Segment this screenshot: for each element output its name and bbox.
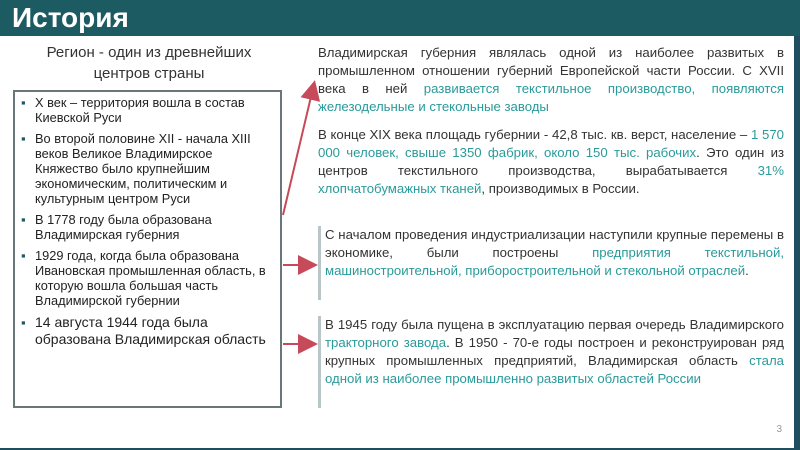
paragraph-industrialization (318, 226, 784, 300)
highlight-text: стала одной из наиболее промышленно развитых областей России (325, 353, 784, 386)
paragraph-gubernia (318, 44, 784, 116)
page-title: История (12, 2, 129, 33)
page-number: 3 (776, 424, 782, 435)
title-bar (0, 0, 800, 36)
text: В конце XIX века площадь губернии - 42,8 тыс. кв. верст, население – (318, 127, 751, 142)
list-item: ▪ 1929 года, когда была образована Ивановская промышленная область, в которую вошла большая часть Владимирской губернии (35, 248, 274, 308)
highlight-text: развивается текстильное производство, появляются железодельные и стекольные заводы (318, 81, 784, 114)
history-list-box (13, 90, 282, 408)
highlight-text: предприятия текстильной, машиностроительной, приборостроительной и стекольной отраслей (325, 245, 785, 278)
region-heading: Регион - один из древнейших центров страны (46, 44, 252, 82)
text: . (745, 263, 749, 278)
highlight-text: тракторного завода (325, 335, 447, 350)
history-list (15, 92, 280, 348)
paragraph-xix-century (318, 126, 784, 198)
text: . В 1950 - 70-е годы построен и реконструирован ряд крупных промышленных предприятий, Владимирская область (325, 335, 784, 368)
paragraph-1945 (318, 316, 784, 408)
text: В 1945 году была пущена в эксплуатацию первая очередь Владимирского (325, 317, 784, 332)
list-item: ▪ Во второй половине XII - начала XIII веков Великое Владимирское Княжество было крупнейшим экономическим, политическим и культурным центром Руси (35, 131, 274, 206)
list-item: ▪ В 1778 году была образована Владимирская губерния (35, 212, 274, 242)
text: . Это один из центров текстильного производства, вырабатывается (318, 145, 784, 178)
text: Владимирская губерния являлась одной из наиболее развитых в промышленном отношении губерний Европейской части России. С XVII века в ней (318, 45, 784, 96)
list-item: ▪ 14 августа 1944 года была образована Владимирская область (35, 314, 274, 348)
text: , производимых в России. (481, 181, 640, 196)
text: С началом проведения индустриализации наступили крупные перемены в экономике, были построены (325, 227, 784, 260)
highlight-text: 31% хлопчатобумажных тканей (318, 163, 784, 196)
list-item: ▪ X век – территория вошла в состав Киевской Руси (35, 95, 274, 125)
highlight-text: 1 570 000 человек, свыше 1350 фабрик, около 150 тыс. рабочих (318, 127, 784, 160)
